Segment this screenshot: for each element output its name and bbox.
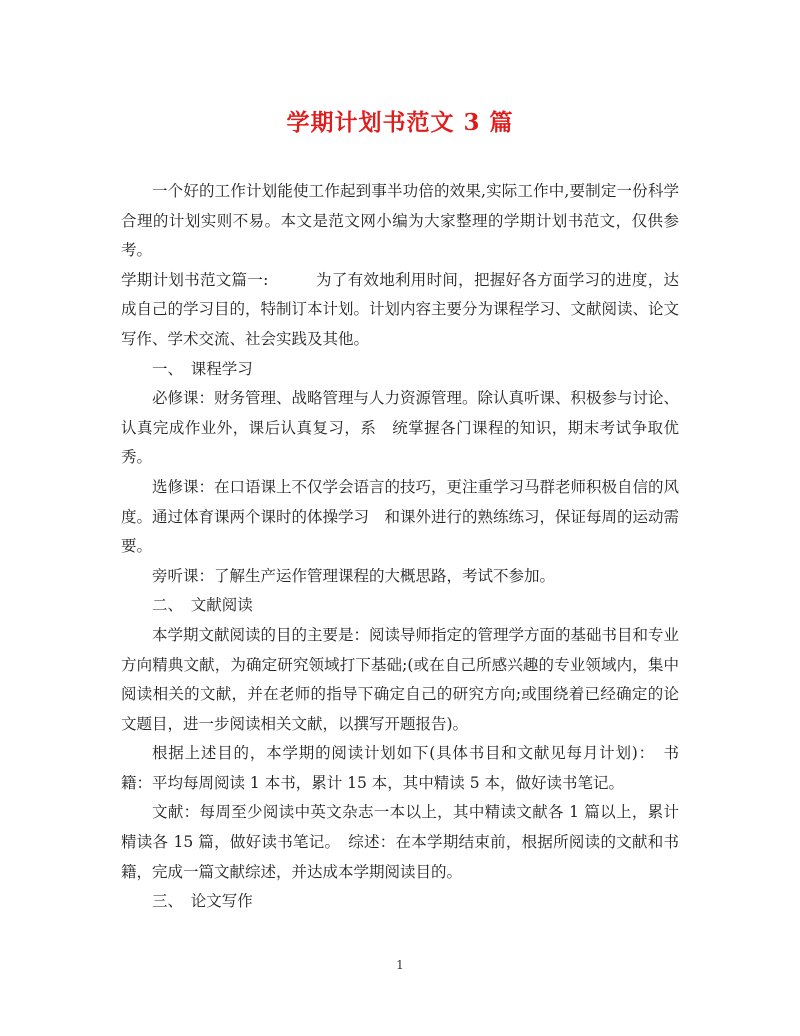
page-number: 1 [396,958,404,972]
paragraph-intro: 一个好的工作计划能使工作起到事半功倍的效果,实际工作中,要制定一份科学合理的计划实则不易。本文是范文网小编为大家整理的学期计划书范文，仅供参考。 [121,182,679,260]
paragraph-reading-plan: 根据上述目的，本学期的阅读计划如下(具体书目和文献见每月计划)： 书籍：平均每周阅读 1 本书，累计 15 本，其中精读 5 本，做好读书笔记。 [121,744,679,792]
paragraph-literature-plan: 文献：每周至少阅读中英文杂志一本以上，其中精读文献各 1 篇以上，累计精读各 15 篇，做好读书笔记。 综述：在本学期结束前，根据所阅读的文献和书籍，完成一篇文献综述，并达成本学期阅读目的。 [121,803,679,881]
paragraph-required-courses: 必修课：财务管理、战略管理与人力资源管理。除认真听课、积极参与讨论、认真完成作业外，课后认真复习，系 统掌握各门课程的知识，期末考试争取优秀。 [121,389,680,467]
paragraph-section-one-intro: 学期计划书范文篇一: 为了有效地利用时间，把握好各方面学习的进度，达成自己的学习目的，特制订本计划。计划内容主要分为课程学习、文献阅读、论文写作、学术交流、社会实践及其他。 [121,270,680,348]
heading-literature-reading: 二、 文献阅读 [152,596,253,615]
paragraph-audit-courses: 旁听课：了解生产运作管理课程的大概思路，考试不参加。 [152,566,556,585]
heading-paper-writing: 三、 论文写作 [152,892,253,911]
paragraph-reading-purpose: 本学期文献阅读的目的主要是：阅读导师指定的管理学方面的基础书目和专业方向精典文献，为确定研究领域打下基础;(或在自己所感兴趣的专业领域内，集中阅读相关的文献，并在老师的指导下确定自己的研究方向;或围绕着已经确定的论文题目，进一步阅读相关文献，以撰写开题报告)。 [121,625,680,733]
document-title: 学期计划书范文 3 篇 [286,109,514,136]
document-body [121,177,679,917]
paragraph-elective-courses: 选修课：在口语课上不仅学会语言的技巧，更注重学习马群老师积极自信的风度。通过体育课两个课时的体操学习 和课外进行的熟练练习，保证每周的运动需要。 [121,477,680,556]
heading-course-study: 一、 课程学习 [152,359,253,378]
